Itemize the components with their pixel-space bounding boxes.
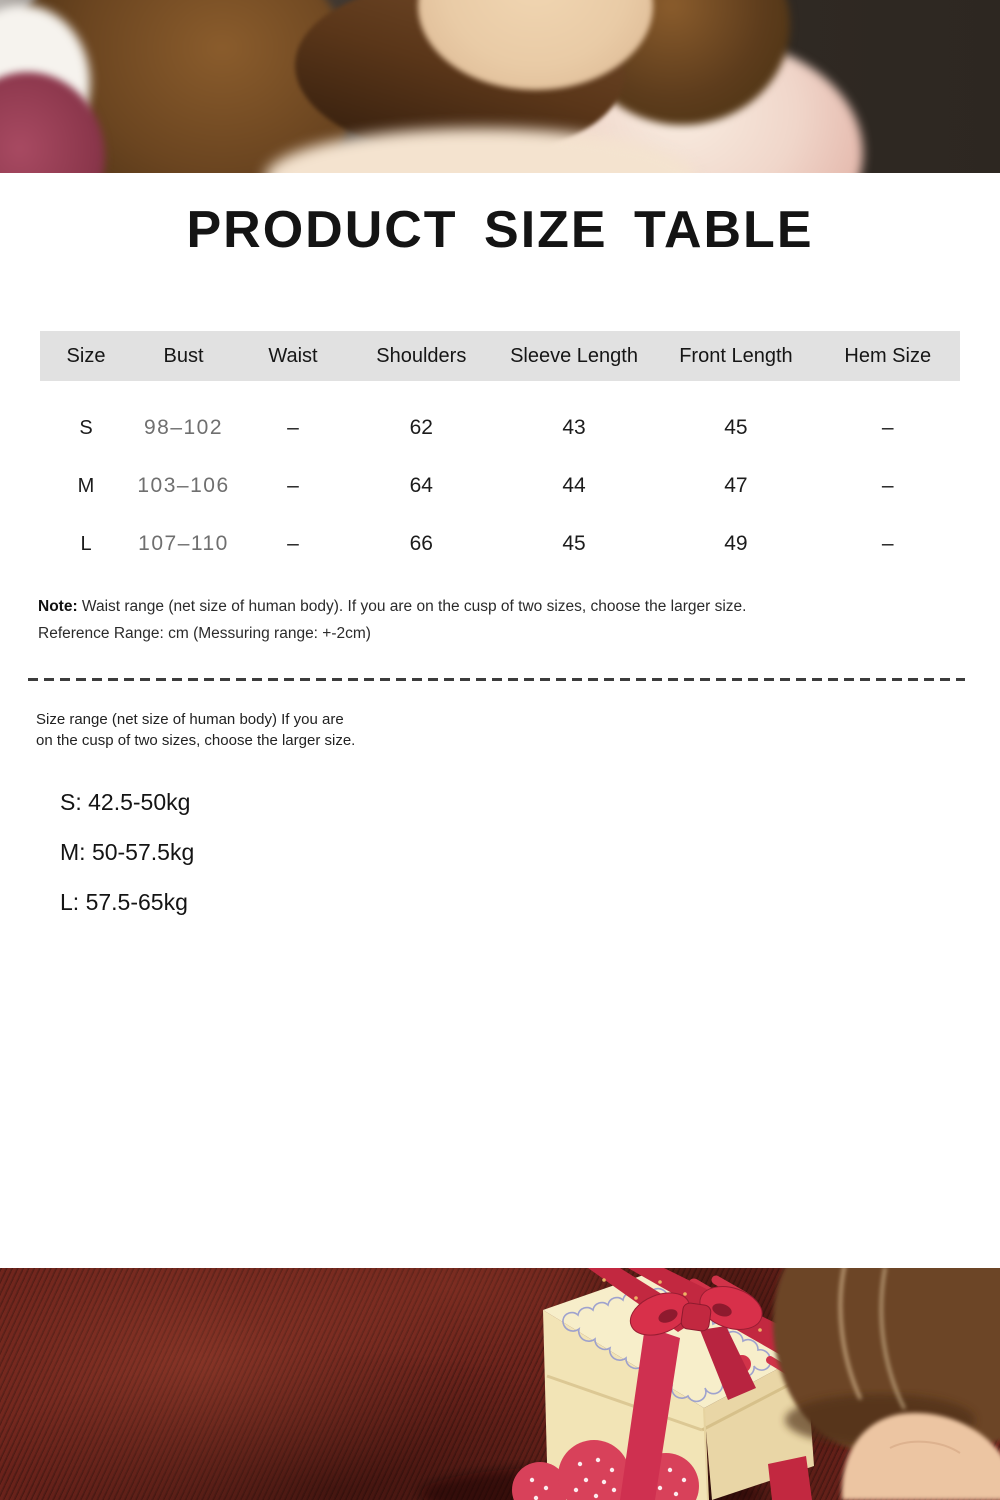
cell-waist: – — [287, 474, 299, 497]
header-cell-sleeve-length: Sleeve Length — [510, 344, 638, 367]
page-title: PRODUCT SIZE TABLE — [186, 201, 814, 259]
header-cell-size: Size — [66, 344, 106, 367]
weight-item-l: L: 57.5-65kg — [60, 888, 188, 915]
cell-size: M — [77, 474, 95, 497]
cell-waist: – — [287, 532, 299, 555]
dashed-divider — [28, 678, 965, 681]
size-range-line1: Size range (net size of human body) If you are — [36, 711, 344, 728]
cell-sleeve-length: 45 — [562, 532, 586, 555]
cell-size: S — [79, 416, 93, 439]
size-range-note — [36, 709, 355, 751]
cell-front-length: 47 — [724, 474, 748, 497]
size-row-m — [40, 457, 960, 515]
cell-waist: – — [287, 416, 299, 439]
cell-bust: 107–110 — [138, 532, 229, 555]
cell-sleeve-length: 43 — [562, 416, 586, 439]
size-row-s — [40, 399, 960, 457]
cell-bust: 98–102 — [143, 416, 224, 439]
note-line — [38, 593, 858, 620]
cell-hem-size: – — [881, 416, 894, 439]
cell-shoulders: 64 — [409, 474, 433, 497]
header-cell-waist: Waist — [268, 344, 318, 367]
size-row-l — [40, 515, 960, 573]
header-cell-shoulders: Shoulders — [376, 344, 467, 367]
cell-hem-size: – — [881, 474, 894, 497]
header-cell-bust: Bust — [163, 344, 204, 367]
note-text: Waist range (net size of human body). If you are on the cusp of two sizes, choose the larger size. — [77, 598, 747, 615]
weight-item-s: S: 42.5-50kg — [60, 788, 191, 815]
header-cell-hem-size: Hem Size — [844, 344, 932, 367]
note-label: Note: — [38, 598, 78, 615]
cell-hem-size: – — [881, 532, 894, 555]
cell-shoulders: 66 — [409, 532, 433, 555]
weight-recommendation-list — [60, 777, 194, 927]
notes-block — [38, 593, 858, 647]
bottom-photo-art — [0, 1268, 1000, 1500]
size-range-line2: on the cusp of two sizes, choose the larger size. — [36, 732, 356, 749]
cell-front-length: 49 — [724, 532, 748, 555]
top-photo — [0, 0, 1000, 173]
cell-front-length: 45 — [724, 416, 748, 439]
cell-shoulders: 62 — [409, 416, 433, 439]
cell-sleeve-length: 44 — [562, 474, 586, 497]
reference-range-line: Reference Range: cm (Messuring range: +-2cm) — [38, 625, 371, 642]
size-table-body — [40, 399, 960, 573]
weight-item-m: M: 50-57.5kg — [60, 838, 195, 865]
cell-size: L — [80, 532, 92, 555]
header-cell-front-length: Front Length — [679, 344, 793, 367]
size-table-header-row — [40, 331, 960, 381]
bottom-photo — [0, 1268, 1000, 1500]
cell-bust: 103–106 — [137, 474, 230, 497]
